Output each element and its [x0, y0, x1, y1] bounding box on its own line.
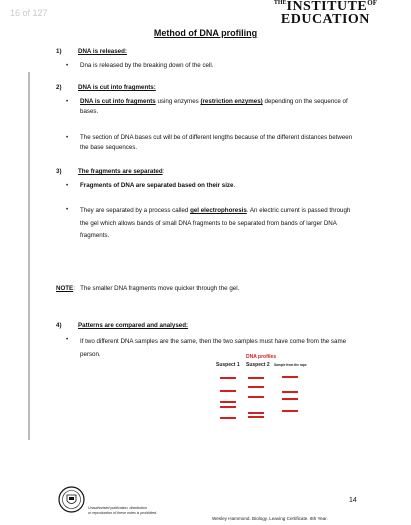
column-label: Sample from the rape [274, 363, 307, 367]
institute-crest-icon [58, 486, 85, 513]
page-title: Method of DNA profiling [153, 28, 258, 38]
footer: Wesley Hammond. Biology. Leaving Certificate. 6th Year. [212, 516, 328, 521]
gel-band [282, 391, 298, 393]
institute-logo: $^{THE}INSTITUTE^{OF}$ EDUCATION [273, 0, 377, 27]
gel-band [220, 401, 236, 403]
page-counter: 16 of 127 [10, 8, 48, 18]
list-item: • They are separated by a process called gel electrophoresis. An electric current is passed through the gel which allows bands of small DNA fragments to be separated from bands of larger DNA fragments. [66, 206, 351, 239]
note: NOTE: The smaller DNA fragments move quicker through the gel. [56, 285, 240, 292]
list-item: • The section of DNA bases cut will be of different lengths because of the different distances between the base sequences. [66, 134, 353, 151]
gel-band [282, 376, 298, 378]
page-number: 14 [349, 497, 357, 504]
list-item: • Dna is released by the breaking down of the cell. [66, 62, 214, 69]
column-label: Suspect 2 [246, 362, 270, 368]
disclaimer: Unauthorised publication, distribution or reproduction of these notes is prohibited. [88, 506, 158, 515]
list-item: • DNA is cut into fragments using enzymes (restriction enzymes) depending on the sequence of bases. [66, 98, 348, 115]
gel-band [220, 377, 236, 379]
gel-band [248, 386, 264, 388]
section-1-heading: 1) DNA is released: [56, 48, 127, 55]
gel-band [248, 412, 264, 414]
gel-band [220, 390, 236, 392]
page-edge-line [28, 72, 30, 440]
gel-band [220, 417, 236, 419]
figure-title: DNA profiles [246, 354, 277, 360]
content-body [56, 47, 356, 243]
gel-band [248, 416, 264, 418]
list-item: • Fragments of DNA are separated based on their size. [66, 182, 236, 189]
column-label: Suspect 1 [216, 362, 240, 368]
gel-band [248, 396, 264, 398]
gel-band [282, 410, 298, 412]
gel-band [248, 377, 264, 379]
section-4-heading: 4) Patterns are compared and analysed: [56, 322, 189, 329]
section-3-heading: 3) The fragments are separated: [56, 168, 165, 175]
gel-band [282, 398, 298, 400]
list-item: • If two different DNA samples are the same, then the two samples must have come from the same person. [66, 336, 347, 358]
gel-band [220, 406, 236, 408]
section-2-heading: 2) DNA is cut into fragments: [56, 84, 156, 91]
dna-profiles-figure [214, 354, 314, 434]
